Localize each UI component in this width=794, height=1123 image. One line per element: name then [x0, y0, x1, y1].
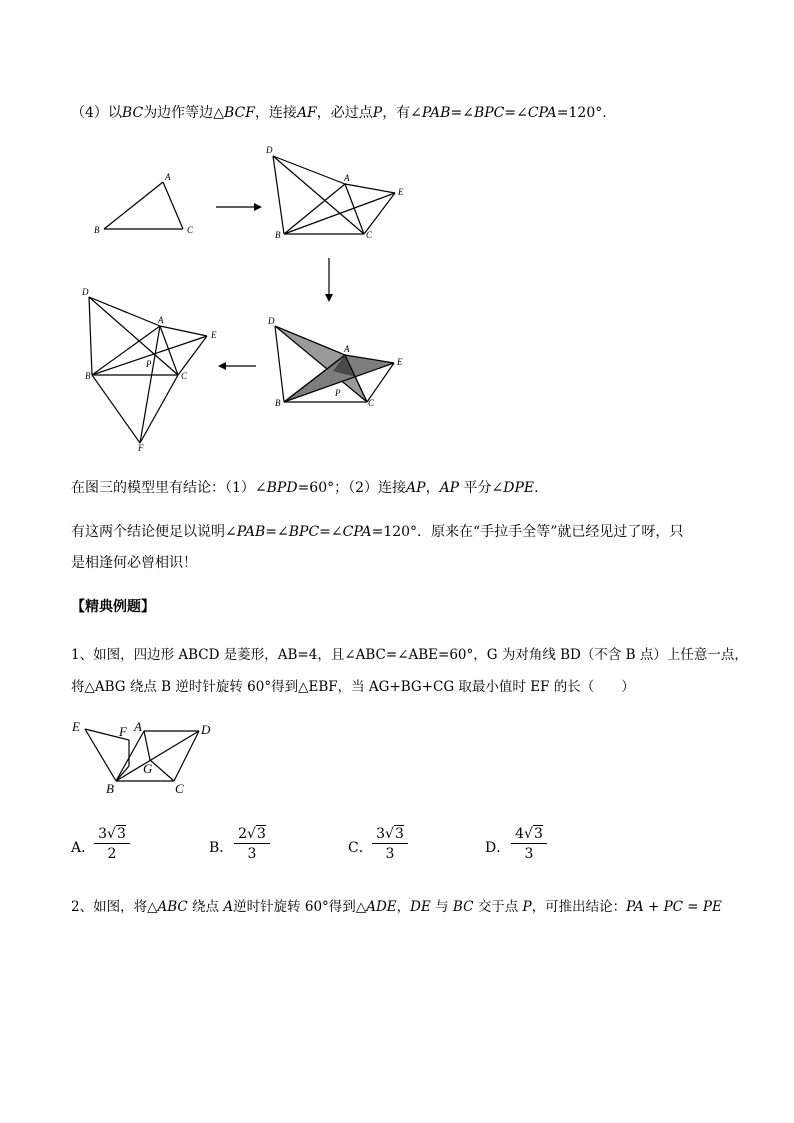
intro-bc: BC: [121, 105, 144, 121]
q1-line-1: 1、如图，四边形 ABCD 是菱形，AB=4，且∠ABC=∠ABE=60°，G 为对角线 BD（不含 B 点）上任意一点，: [71, 647, 748, 663]
choice-a-letter[interactable]: A．: [71, 840, 96, 856]
choice-c-coef: 3: [376, 826, 386, 842]
fig4-label-f: F: [138, 443, 144, 453]
q2-t6: 交于点: [473, 899, 523, 915]
intro-eq2: =∠: [504, 105, 528, 121]
summary-eq2: =∠: [319, 524, 343, 540]
q2-t5: 与: [430, 899, 453, 915]
conclusion-ap2: AP: [439, 480, 460, 496]
conclusion-t1: 在图三的模型里有结论：（1）∠: [71, 480, 267, 496]
choice-c-rad: 3: [394, 826, 404, 842]
intro-t4: ，有∠: [382, 105, 422, 121]
q1-line-2: 将△ABG 绕点 B 逆时针旋转 60°得到△EBF，当 AG+BG+CG 取最小值时 EF 的长（ ）: [71, 679, 635, 695]
q2-t1: 2、如图，将: [71, 899, 148, 915]
q2-de: DE: [410, 899, 431, 915]
choice-d-letter[interactable]: D．: [485, 840, 511, 856]
fig3-label-a: A: [344, 344, 350, 354]
intro-t2: ，连接: [254, 105, 297, 121]
arrow-right-icon: [214, 201, 264, 213]
summary-eq1: =∠: [265, 524, 289, 540]
fig4-label-a: A: [158, 315, 164, 325]
q2-t3: 逆时针旋转 60°得到: [233, 899, 356, 915]
conclusion-t5: .: [534, 480, 539, 496]
q1fig-label-d: D: [201, 722, 211, 737]
figure-bcf: [78, 285, 228, 455]
conclusion-bpd: BPD: [266, 480, 298, 496]
intro-t1: 为边作等边: [143, 105, 214, 121]
fig4-label-d: D: [82, 287, 89, 297]
q1fig-label-g: G: [143, 761, 153, 776]
fig1-label-c: C: [187, 225, 194, 235]
choice-d-rad: 3: [533, 826, 543, 842]
intro-p: P: [372, 105, 383, 121]
intro-cpa: CPA: [527, 105, 557, 121]
choice-d-den: 3: [524, 846, 534, 862]
q1fig-label-c: C: [175, 781, 184, 796]
summary-line-2: 是相逢何必曾相识！: [71, 555, 197, 571]
intro-pab: PAB: [421, 105, 451, 121]
intro-t3: ，必过点: [316, 105, 373, 121]
fig1-label-a: A: [165, 172, 171, 182]
q2-t2: 绕点: [187, 899, 224, 915]
summary-t1: 有这两个结论便足以说明∠: [71, 524, 237, 540]
q2-ade: △ADE: [355, 899, 397, 915]
fig2-label-d: D: [266, 145, 273, 155]
fig3-label-p: P: [335, 388, 341, 398]
fig3-label-e: E: [397, 357, 403, 367]
summary-pab: PAB: [236, 524, 266, 540]
q1fig-label-a: A: [134, 719, 142, 734]
choice-c-den: 3: [385, 846, 395, 862]
intro-label: （4）以: [71, 105, 122, 121]
q2-abc: △ABC: [147, 899, 188, 915]
choice-c-letter[interactable]: C．: [348, 840, 373, 856]
choice-a-rad: 3: [116, 826, 126, 842]
conclusion-t3: ，: [425, 480, 440, 496]
q2-a: A: [223, 899, 234, 915]
fig2-label-b: B: [275, 230, 281, 240]
choice-b-fraction[interactable]: $\frac{2√3}{3}$: [234, 826, 270, 862]
fig4-label-e: E: [211, 330, 217, 340]
intro-t5: =120°.: [556, 105, 607, 121]
conclusion-line: [71, 478, 539, 498]
figure-rhombus-abcd: [68, 715, 218, 805]
intro-tri: △BCF: [213, 105, 255, 121]
choice-a-coef: 3: [98, 826, 108, 842]
choice-b-rad: 3: [256, 826, 266, 842]
fig1-label-b: B: [94, 225, 100, 235]
choice-b-letter[interactable]: B．: [209, 840, 234, 856]
q2-t4: ，: [396, 899, 411, 915]
q2-formula: PA + PC = PE: [626, 899, 722, 915]
choice-d-coef: 4: [515, 826, 525, 842]
q1fig-label-f: F: [119, 724, 127, 739]
figure-shaded-triangles: [264, 313, 414, 413]
summary-line-1: [71, 522, 683, 542]
fig3-label-b: B: [275, 398, 281, 408]
q2-p: P: [522, 899, 532, 915]
fig3-label-d: D: [268, 316, 275, 326]
q2-line: [71, 897, 722, 917]
intro-af: AF: [296, 105, 317, 121]
fig2-label-c: C: [366, 230, 373, 240]
fig4-label-p: P: [146, 359, 152, 369]
q1fig-label-e: E: [72, 719, 80, 734]
fig4-label-b: B: [85, 371, 91, 381]
arrow-down-icon: [323, 256, 335, 306]
fig3-label-c: C: [368, 398, 375, 408]
conclusion-dpe: DPE: [503, 480, 535, 496]
choice-a-den: 2: [107, 846, 117, 862]
conclusion-t2: =60°；（2）连接: [297, 480, 407, 496]
q2-t7: ，可推出结论：: [531, 899, 627, 915]
summary-bpc: BPC: [288, 524, 320, 540]
q1fig-label-b: B: [106, 781, 114, 796]
section-title: 【精典例题】: [71, 599, 155, 615]
figure-abd-ace: [264, 143, 414, 243]
figure-triangle-abc: [90, 168, 210, 248]
summary-cpa: CPA: [342, 524, 372, 540]
fig4-label-c: C: [181, 371, 188, 381]
summary-t2: =120°．原来在“手拉手全等”就已经见过了呀，只: [371, 524, 684, 540]
conclusion-t4: 平分∠: [459, 480, 504, 496]
choice-c-fraction[interactable]: $\frac{3√3}{3}$: [372, 826, 408, 862]
intro-line: [71, 103, 607, 123]
choice-b-coef: 2: [238, 826, 248, 842]
choice-b-den: 3: [247, 846, 257, 862]
choice-a-fraction[interactable]: $\frac{3√3}{2}$: [94, 826, 130, 862]
fig2-label-a: A: [344, 173, 350, 183]
conclusion-ap1: AP: [406, 480, 426, 496]
choice-d-fraction[interactable]: $\frac{4√3}{3}$: [511, 826, 547, 862]
intro-eq1: =∠: [450, 105, 474, 121]
q2-bc: BC: [452, 899, 474, 915]
intro-bpc: BPC: [473, 105, 505, 121]
fig2-label-e: E: [398, 187, 404, 197]
